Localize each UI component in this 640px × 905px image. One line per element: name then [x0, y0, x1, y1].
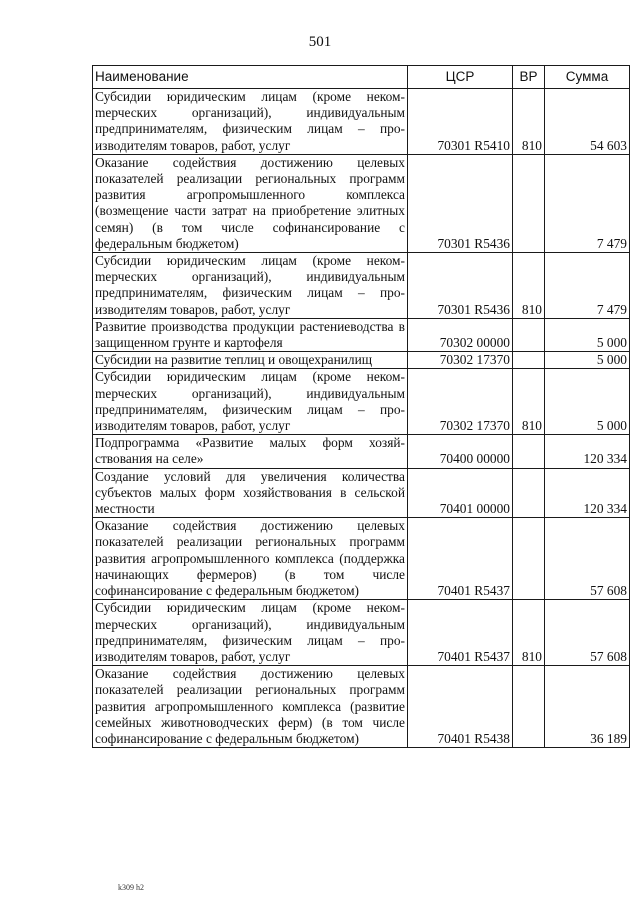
row-csr: 70401 R5438	[408, 666, 513, 748]
row-vr	[513, 468, 545, 518]
budget-table	[92, 65, 630, 748]
row-name: Создание условий для увеличения количества субъектов малых форм хозяйствования в сельской местности	[93, 468, 408, 518]
row-csr: 70302 17370	[408, 352, 513, 369]
table-row	[93, 89, 630, 155]
row-sum: 5 000	[545, 318, 630, 351]
header-sum: Сумма	[545, 66, 630, 89]
row-sum: 7 479	[545, 253, 630, 319]
row-name: Оказание содействия достижению целевых показателей реализации региональных программ развития агропромышленного комплекса (возмещение части затрат на приобретение элитных семян) (в том числе софинансирование с федеральным бюджетом)	[93, 154, 408, 252]
row-name: Субсидии на развитие теплиц и овощехранилищ	[93, 352, 408, 369]
row-csr: 70302 17370	[408, 369, 513, 435]
row-name: Подпрограмма «Развитие малых форм хозяйствования на селе»	[93, 435, 408, 468]
table-row	[93, 369, 630, 435]
table-row	[93, 352, 630, 369]
row-name: Субсидии юридическим лицам (кроме некомmерческих организаций), индивидуальным предпринимателям, физическим лицам – производителям товаров, работ, услуг	[93, 600, 408, 666]
row-vr	[513, 352, 545, 369]
row-csr: 70302 00000	[408, 318, 513, 351]
table-row	[93, 435, 630, 468]
row-vr	[513, 518, 545, 600]
row-sum: 57 608	[545, 600, 630, 666]
table-row	[93, 518, 630, 600]
row-name: Оказание содействия достижению целевых показателей реализации региональных программ развития агропромышленного комплекса (развитие семейных животноводческих ферм) (в том числе софинансирование с федеральным бюджетом)	[93, 666, 408, 748]
row-name: Субсидии юридическим лицам (кроме некомmерческих организаций), индивидуальным предпринимателям, физическим лицам – производителям товаров, работ, услуг	[93, 89, 408, 155]
row-csr: 70401 R5437	[408, 518, 513, 600]
row-csr: 70401 R5437	[408, 600, 513, 666]
row-vr	[513, 154, 545, 252]
row-name: Субсидии юридическим лицам (кроме некомmерческих организаций), индивидуальным предпринимателям, физическим лицам – производителям товаров, работ, услуг	[93, 253, 408, 319]
row-vr	[513, 666, 545, 748]
table-row	[93, 468, 630, 518]
header-name: Наименование	[93, 66, 408, 89]
row-sum: 57 608	[545, 518, 630, 600]
header-csr: ЦСР	[408, 66, 513, 89]
table-row	[93, 318, 630, 351]
row-vr: 810	[513, 253, 545, 319]
row-name: Развитие производства продукции растениеводства в защищенном грунте и картофеля	[93, 318, 408, 351]
table-row	[93, 154, 630, 252]
row-sum: 7 479	[545, 154, 630, 252]
table-row	[93, 253, 630, 319]
table-header-row	[93, 66, 630, 89]
footer-code: k309 h2	[118, 883, 144, 892]
row-csr: 70301 R5436	[408, 154, 513, 252]
row-sum: 54 603	[545, 89, 630, 155]
row-vr: 810	[513, 600, 545, 666]
row-sum: 120 334	[545, 468, 630, 518]
row-vr	[513, 435, 545, 468]
row-sum: 120 334	[545, 435, 630, 468]
row-vr	[513, 318, 545, 351]
table-row	[93, 666, 630, 748]
row-sum: 5 000	[545, 352, 630, 369]
row-sum: 5 000	[545, 369, 630, 435]
row-csr: 70301 R5410	[408, 89, 513, 155]
row-csr: 70400 00000	[408, 435, 513, 468]
row-name: Субсидии юридическим лицам (кроме некомmерческих организаций), индивидуальным предпринимателям, физическим лицам – производителям товаров, работ, услуг	[93, 369, 408, 435]
row-csr: 70401 00000	[408, 468, 513, 518]
page-number: 501	[308, 34, 332, 50]
row-name: Оказание содействия достижению целевых показателей реализации региональных программ развития агропромышленного комплекса (поддержка начинающих фермеров) (в том числе софинансирование с федеральным бюджетом)	[93, 518, 408, 600]
header-vr: ВР	[513, 66, 545, 89]
table-row	[93, 600, 630, 666]
row-vr: 810	[513, 369, 545, 435]
row-csr: 70301 R5436	[408, 253, 513, 319]
row-vr: 810	[513, 89, 545, 155]
row-sum: 36 189	[545, 666, 630, 748]
